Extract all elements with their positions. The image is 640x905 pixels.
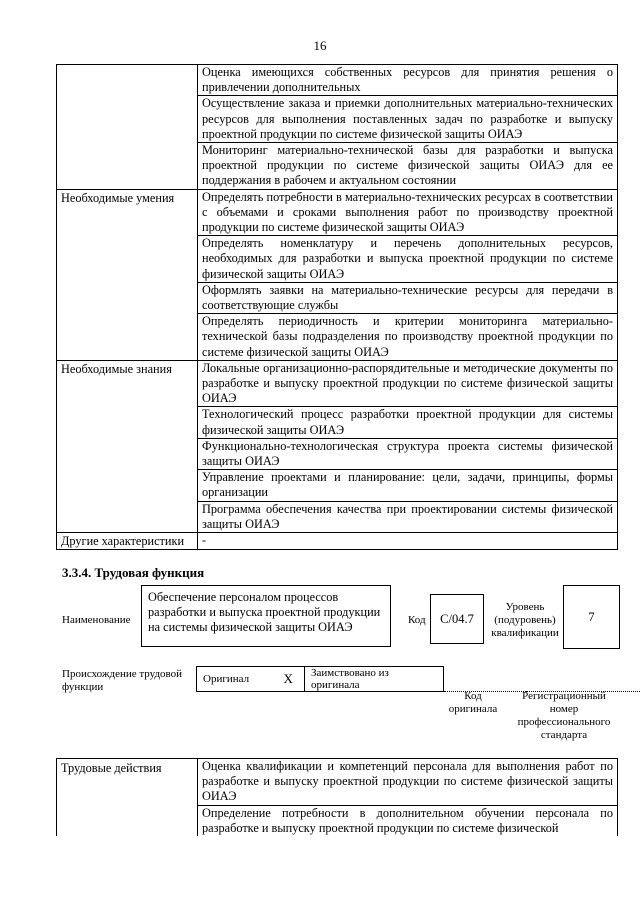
code-original-label: Код оригинала [448, 690, 498, 715]
table-row [57, 360, 618, 407]
table-cell: Осуществление заказа и приемки дополнительных материально-технических ресурсов для выполнения поставленных задач по разработке и выпуску проектной продукции по системе физической защиты ОИАЭ [198, 96, 618, 143]
table-row [57, 759, 618, 806]
level-box: 7 [563, 585, 620, 649]
level-label: Уровень (подуровень) квалификации [491, 601, 559, 639]
table-row [57, 470, 618, 501]
row-label-other: Другие характеристики [57, 533, 198, 550]
actions-table [56, 758, 618, 836]
table-row [57, 236, 618, 283]
table-row [57, 65, 618, 96]
original-mark: X [272, 667, 304, 692]
table-cell: Оценка имеющихся собственных ресурсов для принятия решения о привлечении дополнительных [198, 65, 618, 96]
table-cell: Определять потребности в материально-технических ресурсах в соответствии с объемами и сроками выполнения работ по производству проектной продукции по системе физической защиты ОИАЭ [198, 189, 618, 236]
table-cell: Оценка квалификации и компетенций персонала для выполнения работ по разработке и выпуску проектной продукции по системе физической защиты ОИАЭ [198, 759, 618, 806]
table-cell: - [198, 533, 618, 550]
table-cell: Определение потребности в дополнительном обучении персонала по разработке и выпуску проектной продукции по системе физической [198, 805, 618, 836]
table-cell: Локальные организационно-распорядительные и методические документы по разработке и выпуску проектной продукции по системе физической защиты ОИАЭ [198, 360, 618, 407]
requirements-table [56, 64, 618, 550]
table-cell: Определять номенклатуру и перечень дополнительных ресурсов, необходимых для разработки и выпуска проектной продукции по системе физической защиты ОИАЭ [198, 236, 618, 283]
section-heading: 3.3.4. Трудовая функция [62, 565, 205, 580]
table-row [57, 533, 618, 550]
code-label: Код [408, 614, 426, 626]
table-cell: Управление проектами и планирование: цели, задачи, принципы, формы организации [198, 470, 618, 501]
table-row [57, 282, 618, 313]
row-label [57, 65, 198, 96]
table-cell: Определять периодичность и критерии мониторинга материально-технической базы подразделения по производству проектной продукции по системе физической защиты ОИАЭ [198, 314, 618, 361]
reg-number-label: Регистрационный номер профессионального стандарта [517, 690, 611, 741]
origin-table [196, 666, 640, 692]
table-row [57, 407, 618, 438]
table-cell: Мониторинг материально-технической базы для разработки и выпуска проектной продукции по системе физической защиты ОИАЭ для ее поддержания в рабочем и актуальном состоянии [198, 143, 618, 190]
table-row [57, 501, 618, 532]
page-number: 16 [313, 38, 327, 53]
borrowed-label: Заимствовано из оригинала [305, 667, 444, 692]
code-box: C/04.7 [430, 594, 484, 644]
table-row [57, 438, 618, 469]
table-cell: Функционально-технологическая структура проекта системы физической защиты ОИАЭ [198, 438, 618, 469]
name-label: Наименование [62, 614, 131, 626]
row-label-actions: Трудовые действия [57, 759, 198, 806]
table-row [57, 805, 618, 836]
table-row [57, 143, 618, 190]
table-cell: Программа обеспечения качества при проектировании системы физической защиты ОИАЭ [198, 501, 618, 532]
table-row [57, 189, 618, 236]
function-name-box: Обеспечение персоналом процессов разработки и выпуска проектной продукции на системы физической защиты ОИАЭ [141, 585, 391, 647]
table-row [57, 314, 618, 361]
origin-label: Происхождение трудовой функции [62, 668, 183, 693]
row-label-skills: Необходимые умения [57, 189, 198, 236]
row-label-knowledge: Необходимые знания [57, 360, 198, 407]
table-cell: Оформлять заявки на материально-технические ресурсы для передачи в соответствующие службы [198, 282, 618, 313]
table-row [57, 96, 618, 143]
table-cell: Технологический процесс разработки проектной продукции для системы физической защиты ОИАЭ [198, 407, 618, 438]
original-label: Оригинал [197, 667, 273, 692]
